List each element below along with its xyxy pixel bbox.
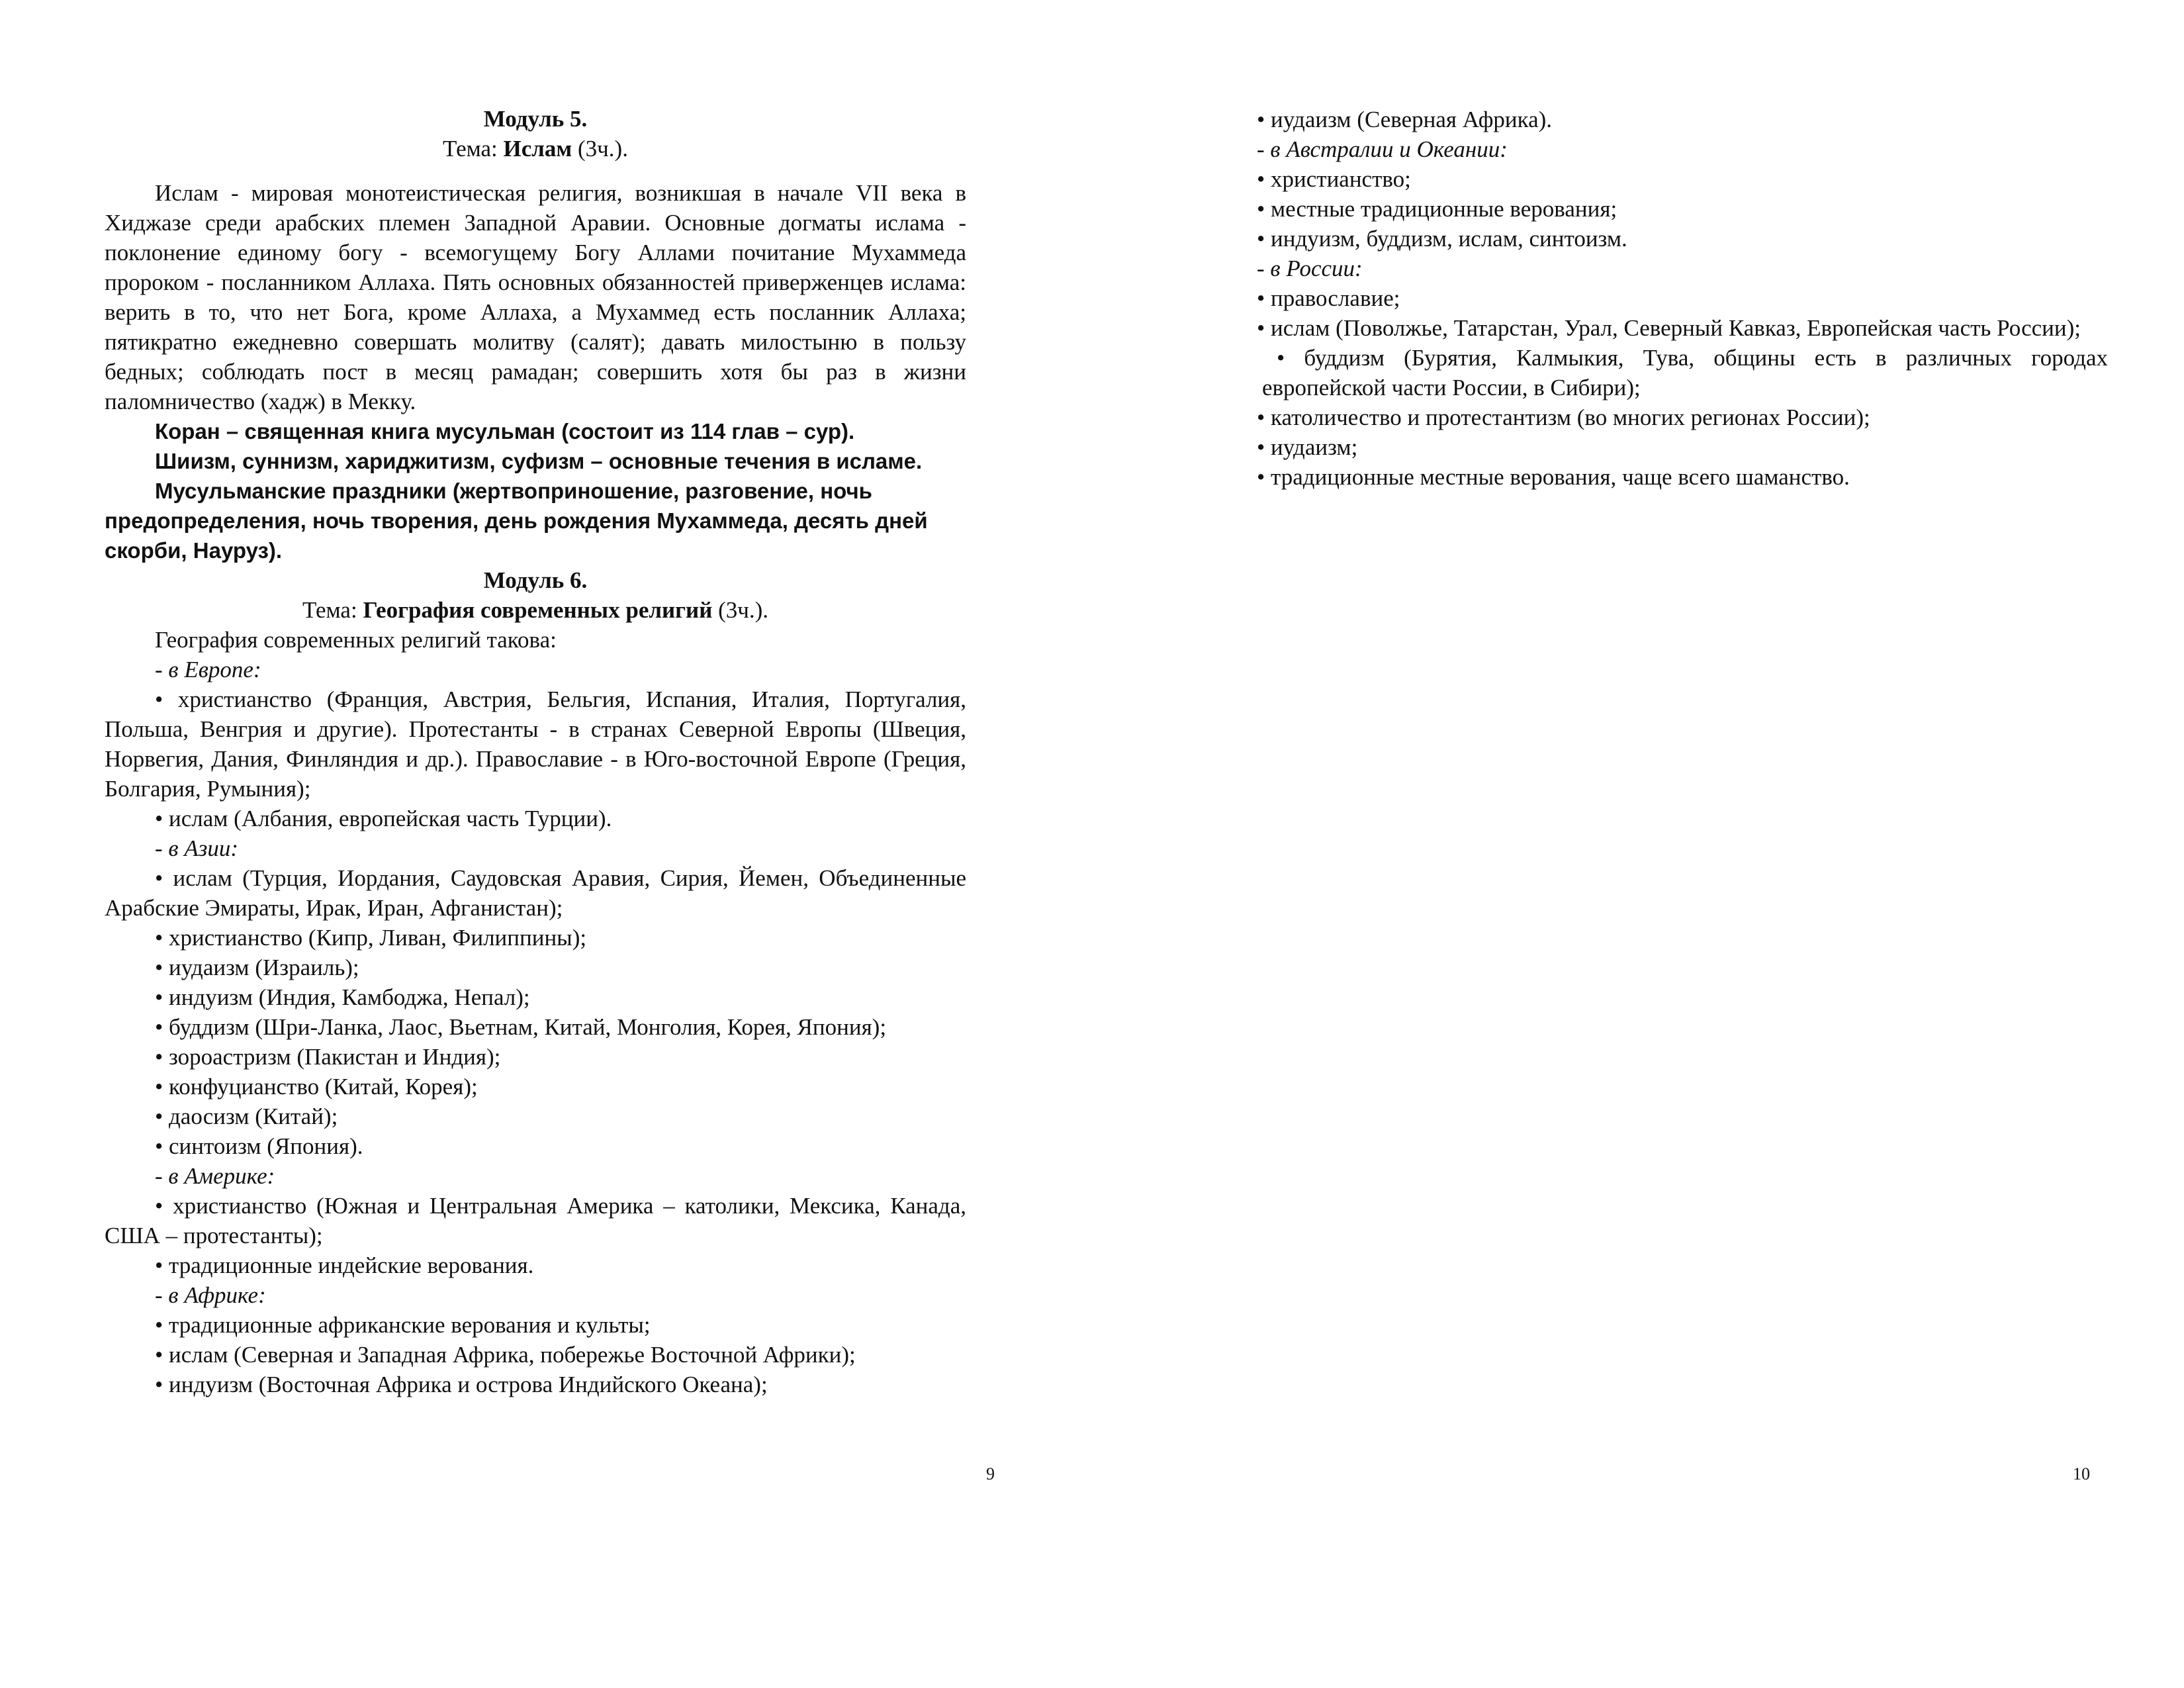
oceania-label: - в Австралии и Океании:: [1257, 136, 1508, 162]
america-traditional: • традиционные индейские верования.: [155, 1252, 534, 1278]
list-item: • местные традиционные верования;: [1257, 196, 1617, 222]
topic-hours: (3ч.).: [712, 597, 769, 623]
list-item: • синтоизм (Япония).: [155, 1133, 363, 1159]
topic-name: Ислам: [503, 136, 572, 162]
list-item: • христианство (Кипр, Ливан, Филиппины);: [155, 925, 587, 951]
spacer: [105, 164, 966, 178]
list-item: • иудаизм (Израиль);: [155, 955, 359, 980]
topic-name: География современных религий: [363, 597, 713, 623]
russia-islam: • ислам (Поволжье, Татарстан, Урал, Северный Кавказ, Европейская часть России);: [1257, 315, 2081, 341]
geography-intro: География современных религий такова:: [155, 627, 557, 653]
page-number-right: 10: [2073, 1464, 2090, 1483]
holidays-line: Мусульманские праздники (жертвоприношение, разговение, ночь предопределения, ночь творения, день рождения Мухаммеда, десять дней скорби, Науруз).: [105, 479, 928, 563]
right-page: [1092, 0, 2184, 1688]
right-column: [1242, 105, 2108, 492]
module-6-heading: Модуль 6.: [483, 567, 588, 593]
list-item: • индуизм (Индия, Камбоджа, Непал);: [155, 984, 530, 1010]
list-item: • христианство;: [1257, 166, 1411, 192]
asia-label: - в Азии:: [155, 835, 239, 861]
list-item: • конфуцианство (Китай, Корея);: [155, 1074, 478, 1100]
list-item: • традиционные местные верования, чаще всего шаманство.: [1257, 464, 1850, 490]
left-column: [105, 104, 966, 1399]
russia-buddhism: • буддизм (Бурятия, Калмыкия, Тува, общины есть в различных городах европейской части России, в Сибири);: [1262, 345, 2108, 400]
america-label: - в Америке:: [155, 1163, 275, 1189]
list-item: • иудаизм;: [1257, 434, 1358, 460]
europe-label: - в Европе:: [155, 657, 261, 682]
europe-islam: • ислам (Албания, европейская часть Турции).: [155, 806, 612, 831]
america-christianity: • христианство (Южная и Центральная Америка – католики, Мексика, Канада, США – протестанты);: [105, 1193, 966, 1248]
list-item: • традиционные африканские верования и культы;: [155, 1312, 651, 1338]
list-item: • зороастризм (Пакистан и Индия);: [155, 1044, 501, 1070]
list-item: • индуизм, буддизм, ислам, синтоизм.: [1257, 226, 1627, 252]
list-item: • ислам (Северная и Западная Африка, побережье Восточной Африки);: [155, 1342, 856, 1368]
africa-judaism: • иудаизм (Северная Африка).: [1257, 107, 1553, 132]
list-item: • католичество и протестантизм (во многих регионах России);: [1257, 404, 1870, 430]
africa-label: - в Африке:: [155, 1282, 266, 1308]
topic-hours: (3ч.).: [572, 136, 628, 162]
topic-prefix: Тема:: [443, 136, 504, 162]
asia-islam: • ислам (Турция, Иордания, Саудовская Аравия, Сирия, Йемен, Объединенные Арабские Эмираты, Ирак, Иран, Афганистан);: [105, 865, 966, 921]
russia-orthodoxy: • православие;: [1257, 285, 1400, 311]
topic-prefix: Тема:: [302, 597, 363, 623]
module-6-topic: [105, 595, 966, 625]
module-5-heading: Модуль 5.: [483, 106, 588, 132]
branches-line: Шиизм, суннизм, хариджитизм, суфизм – основные течения в исламе.: [155, 449, 923, 473]
module-5-topic: [105, 134, 966, 164]
europe-christianity: • христианство (Франция, Австрия, Бельгия, Испания, Италия, Португалия, Польша, Венгрия и другие). Протестанты - в странах Северной Европы (Швеция, Норвегия, Дания, Финляндия и др.). Православие - в Юго-восточной Европе (Греция, Болгария, Румыния);: [105, 686, 966, 802]
list-item: • даосизм (Китай);: [155, 1103, 338, 1129]
russia-label: - в России:: [1257, 256, 1363, 281]
list-item: • индуизм (Восточная Африка и острова Индийского Океана);: [155, 1372, 768, 1397]
list-item: • буддизм (Шри-Ланка, Лаос, Вьетнам, Китай, Монголия, Корея, Япония);: [155, 1014, 887, 1040]
koran-line: Коран – священная книга мусульман (состоит из 114 глав – сур).: [155, 419, 855, 444]
page-number-left: 9: [986, 1464, 995, 1483]
islam-intro-paragraph: Ислам - мировая монотеистическая религия, возникшая в начале VII века в Хиджазе среди арабских племен Западной Аравии. Основные догматы ислама - поклонение единому богу - всемогущему Богу Аллами почитание Мухаммеда пророком - посланником Аллаха. Пять основных обязанностей приверженцев ислама: верить в то, что нет Бога, кроме Аллаха, а Мухаммед есть посланник Аллаха; пятикратно ежедневно совершать молитву (салят); давать милостыню в пользу бедных; соблюдать пост в месяц рамадан; совершить хотя бы раз в жизни паломничество (хадж) в Мекку.: [105, 180, 966, 414]
